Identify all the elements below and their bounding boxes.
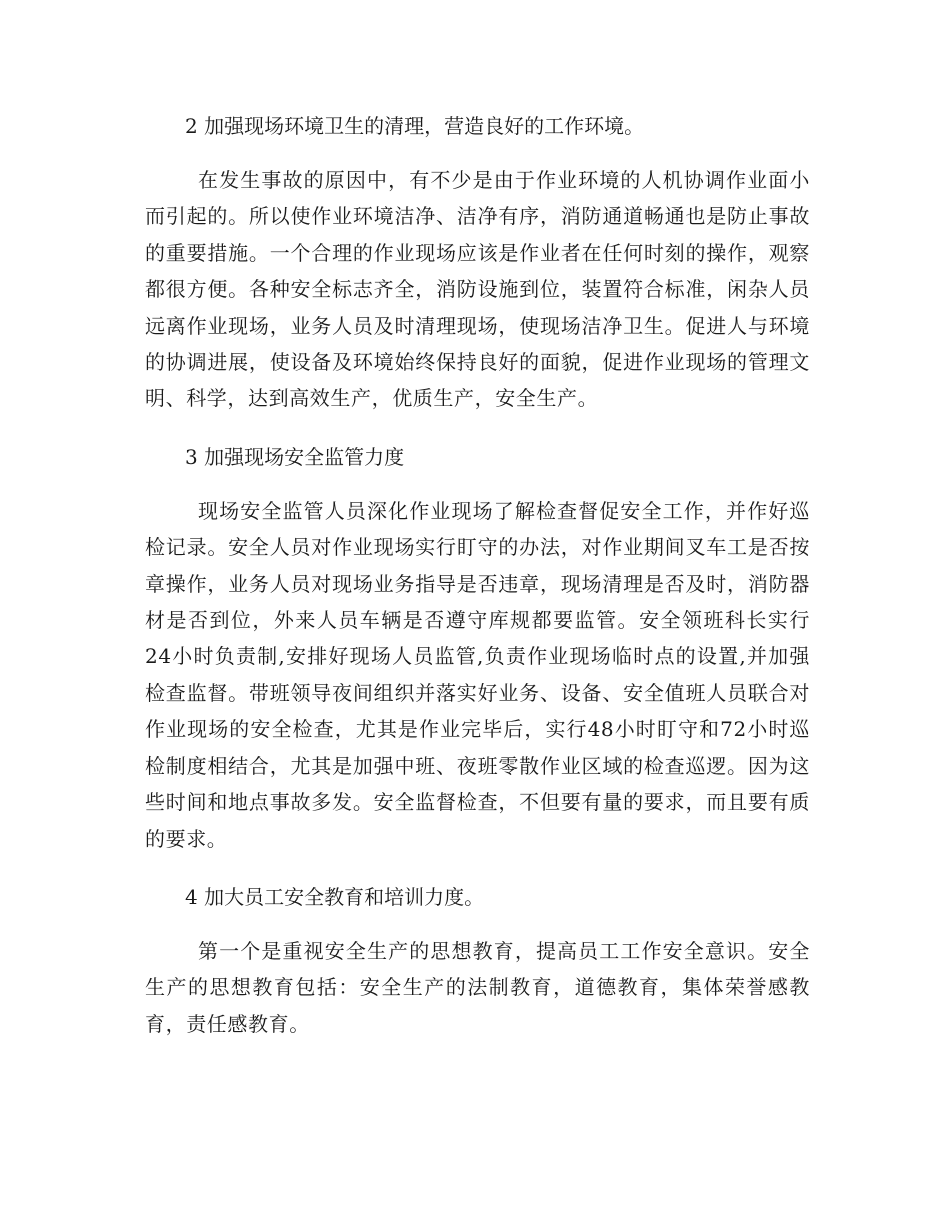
section-heading-4: 4 加大员工安全教育和培训力度。 (185, 884, 485, 909)
section-heading-2: 2 加强现场环境卫生的清理，营造良好的工作环境。 (185, 114, 645, 138)
section-paragraph-2: 在发生事故的原因中，有不少是由于作业环境的人机协调作业面小而引起的。所以使作业环境洁净、洁净有序，消防通道畅通也是防止事故的重要措施。一个合理的作业现场应该是作业者在任何时刻的操作，观察都很方便。各种安全标志齐全，消防设施到位，装置符合标准，闲杂人员远离作业现场，业务人员及时清理现场，使现场洁净卫生。促进人与环境的协调进展，使设备及环境始终保持良好的面貌，促进作业现场的管理文明、科学，达到高效生产，优质生产，安全生产。 (145, 168, 810, 411)
section-heading-3: 3 加强现场安全监管力度 (185, 444, 405, 469)
document-body (145, 108, 810, 1064)
section-paragraph-3: 现场安全监管人员深化作业现场了解检查督促安全工作，并作好巡检记录。安全人员对作业现场实行盯守的办法，对作业期间叉车工是否按章操作，业务人员对现场业务指导是否违章，现场清理是否及时，消防器材是否到位，外来人员车辆是否遵守库规都要监管。安全领班科长实行24小时负责制,安排好现场人员监管,负责作业现场临时点的设置,并加强检查监督。带班领导夜间组织并落实好业务、设备、安全值班人员联合对作业现场的安全检查，尤其是作业完毕后，实行48小时盯守和72小时巡检制度相结合，尤其是加强中班、夜班零散作业区域的检查巡逻。因为这些时间和地点事故多发。安全监督检查，不但要有量的要求，而且要有质的要求。 (145, 498, 810, 851)
section-paragraph-4: 第一个是重视安全生产的思想教育，提高员工工作安全意识。安全生产的思想教育包括：安全生产的法制教育，道德教育，集体荣誉感教育，责任感教育。 (145, 938, 810, 1036)
